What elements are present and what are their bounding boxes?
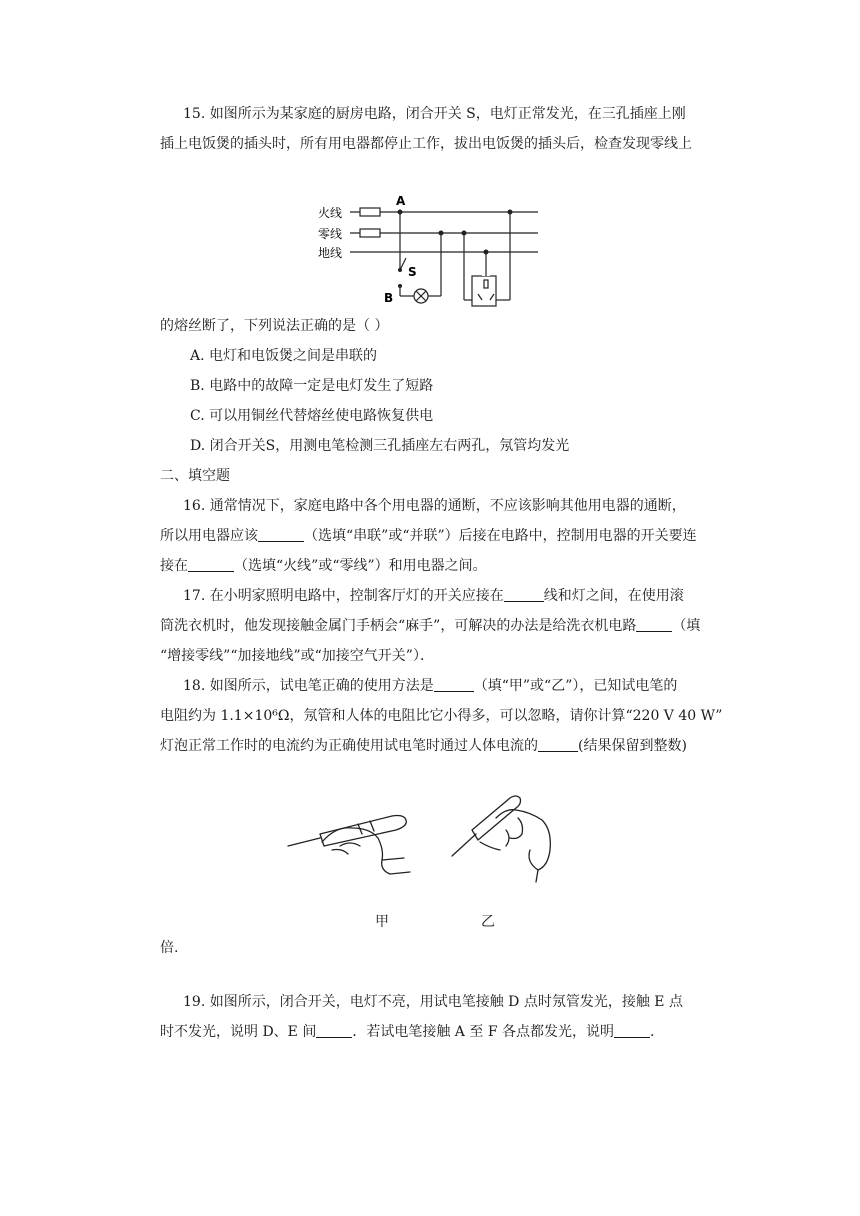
- q17-line-1: [183, 586, 684, 606]
- ground-wire-label: 地线: [318, 246, 343, 260]
- q15-line-2: 插上电饭煲的插头时，所有用电器都停止工作，拔出电饭煲的插头后，检查发现零线上: [160, 136, 692, 152]
- q17-text-a: 17. 在小明家照明电路中，控制客厅灯的开关应接在: [183, 588, 504, 604]
- q17-line-2: [160, 616, 700, 636]
- test-pen-illustration: [280, 790, 580, 900]
- q18-line-1: [183, 676, 677, 696]
- q18-blank-1[interactable]: [434, 677, 474, 692]
- q17-blank-1[interactable]: [504, 587, 544, 602]
- q18-line-2: 电阻约为 1.1×10⁶Ω，氖管和人体的电阻比它小得多，可以忽略，请你计算“220 V 40 W”: [160, 708, 723, 724]
- kitchen-circuit-diagram: [310, 190, 550, 320]
- q16-line-3: [160, 556, 487, 576]
- q18-blank-2[interactable]: [538, 737, 578, 752]
- q19-text-a: 时不发光，说明 D、E 间: [160, 1024, 317, 1040]
- point-b-label: B: [384, 291, 394, 305]
- q19-line-2: [160, 1022, 654, 1042]
- q17-blank-2[interactable]: [636, 617, 672, 632]
- pen-label-yi: 乙: [481, 914, 495, 930]
- q19-blank-1[interactable]: [316, 1023, 352, 1038]
- neutral-wire-label: 零线: [318, 227, 343, 241]
- test-pen-yi-icon: [452, 796, 550, 882]
- q19-blank-2[interactable]: [614, 1023, 650, 1038]
- q18-text-a: 18. 如图所示，试电笔正确的使用方法是: [183, 678, 434, 694]
- q18-text-d: (结果保留到整数): [578, 738, 687, 754]
- q17-text-d: （填: [672, 618, 701, 634]
- q16-line-1: 16. 通常情况下，家庭电路中各个用电器的通断，不应该影响其他用电器的通断，: [183, 498, 686, 514]
- test-pen-jia-icon: [288, 816, 410, 875]
- q15-option-a: A. 电灯和电饭煲之间是串联的: [190, 348, 378, 364]
- q18-line-4: 倍.: [160, 940, 179, 956]
- q17-line-3: “增接零线”“加接地线”或“加接空气开关”）．: [160, 648, 434, 664]
- q15-line-3: 的熔丝断了，下列说法正确的是（ ）: [160, 318, 389, 334]
- pen-label-jia: 甲: [375, 914, 389, 930]
- q16-blank-2[interactable]: [188, 557, 234, 572]
- q17-text-b: 线和灯之间，在使用滚: [543, 588, 684, 604]
- point-a-label: A: [396, 194, 406, 208]
- q18-line-3: [160, 736, 687, 756]
- section-heading: 二、填空题: [160, 468, 230, 484]
- q18-text-c: 灯泡正常工作时的电流约为正确使用试电笔时通过人体电流的: [160, 738, 538, 754]
- live-wire-label: 火线: [318, 206, 343, 220]
- q16-text-a: 所以用电器应该: [160, 528, 258, 544]
- q16-text-b: （选填“串联”或“并联”）后接在电路中，控制用电器的开关要连: [304, 528, 697, 544]
- switch-s-label: S: [408, 265, 417, 279]
- q18-text-b: （填“甲”或“乙”），已知试电笔的: [473, 678, 678, 694]
- q15-option-b: B. 电路中的故障一定是电灯发生了短路: [190, 378, 434, 394]
- q16-text-d: （选填“火线”或“零线”）和用电器之间。: [234, 558, 487, 574]
- q19-line-1: 19. 如图所示，闭合开关，电灯不亮，用试电笔接触 D 点时氖管发光，接触 E 点: [183, 994, 683, 1010]
- q16-text-c: 接在: [160, 558, 188, 574]
- q15-option-c: C. 可以用铜丝代替熔丝使电路恢复供电: [190, 408, 434, 424]
- q16-blank-1[interactable]: [258, 527, 304, 542]
- q19-text-c: .: [649, 1024, 655, 1040]
- q17-text-c: 筒洗衣机时，他发现接触金属门手柄会“麻手”，可解决的办法是给洗衣机电路: [160, 618, 637, 634]
- q15-line-1: 15. 如图所示为某家庭的厨房电路，闭合开关 S，电灯正常发光，在三孔插座上刚: [183, 106, 686, 122]
- q15-option-d: D. 闭合开关S，用测电笔检测三孔插座左右两孔，氖管均发光: [190, 438, 570, 454]
- q16-line-2: [160, 526, 697, 546]
- q19-text-b: ．若试电笔接触 A 至 F 各点都发光，说明: [352, 1024, 614, 1040]
